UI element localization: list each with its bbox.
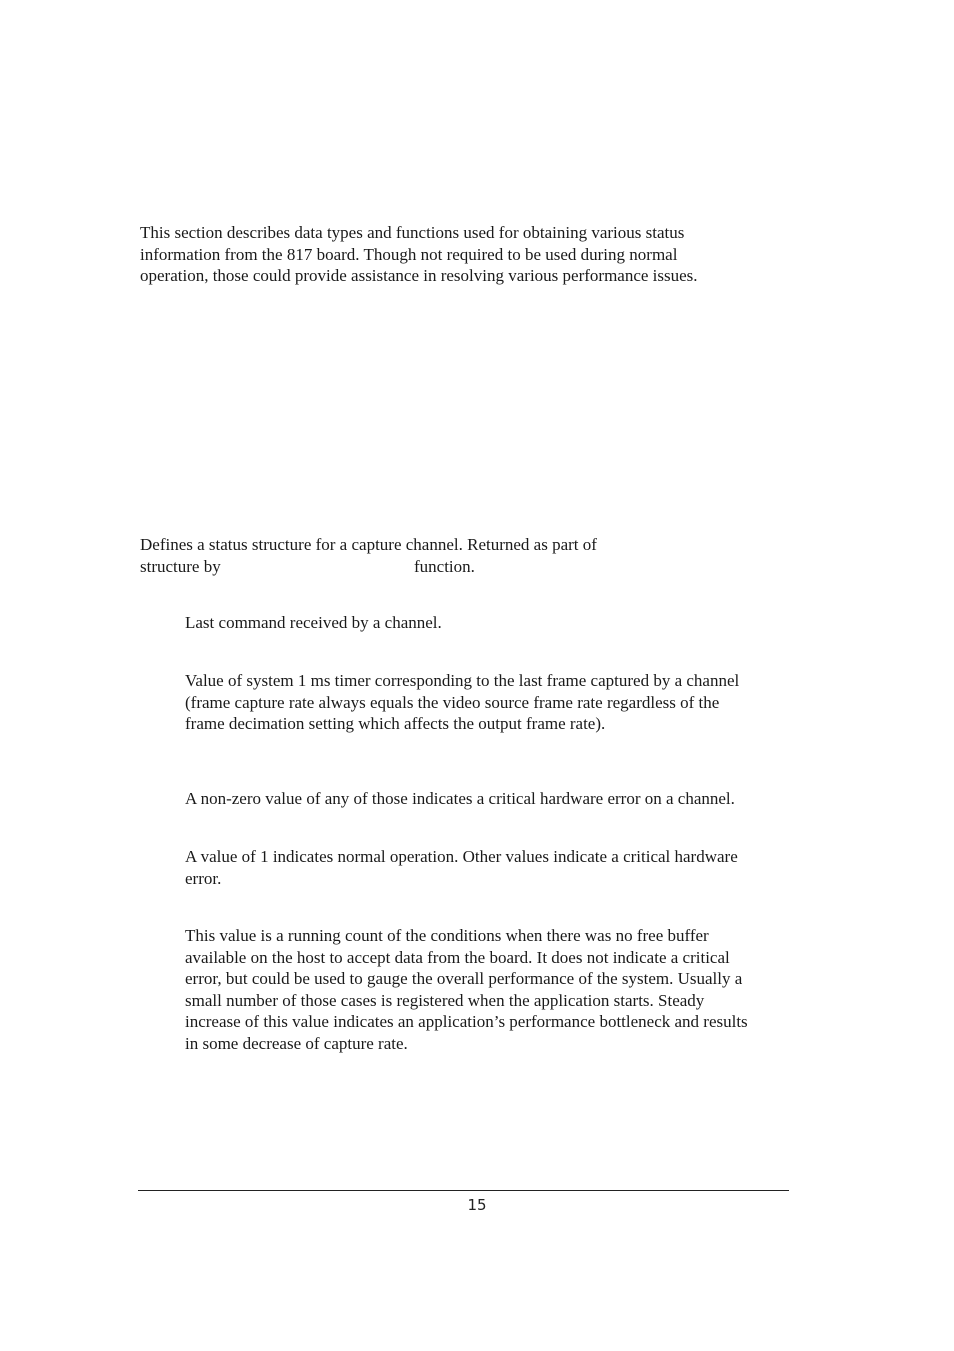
struct-description-end: function. <box>414 556 475 576</box>
field-line: This value is a running count of the conditions when there was no free buffer <box>185 926 709 945</box>
field-description-status-value <box>185 846 738 889</box>
field-description-error-flags <box>185 788 735 810</box>
field-line: (frame capture rate always equals the video source frame rate regardless of the <box>185 692 720 712</box>
field-line: available on the host to accept data from the board. It does not indicate a critical <box>185 947 730 967</box>
field-description-no-buffer-count <box>185 925 748 1054</box>
intro-line: information from the 817 board. Though not required to be used during normal <box>140 244 678 264</box>
struct-description-line <box>140 556 597 578</box>
field-line: A non-zero value of any of those indicates a critical hardware error on a channel. <box>185 789 735 808</box>
intro-paragraph <box>140 222 698 287</box>
field-line: Last command received by a channel. <box>185 613 442 632</box>
field-line: increase of this value indicates an application’s performance bottleneck and results <box>185 1012 748 1031</box>
field-line: in some decrease of capture rate. <box>185 1033 408 1053</box>
field-line: error. <box>185 868 222 888</box>
struct-description-start: structure by <box>140 556 221 576</box>
field-line: error, but could be used to gauge the overall performance of the system. Usually a <box>185 969 743 988</box>
struct-description-line: Defines a status structure for a capture channel. Returned as part of <box>140 535 597 554</box>
intro-line: This section describes data types and functions used for obtaining various status <box>140 223 685 242</box>
page-number: 15 <box>467 1196 487 1214</box>
struct-description <box>140 534 597 577</box>
field-line: frame decimation setting which affects the output frame rate). <box>185 714 606 733</box>
field-description-last-command <box>185 612 442 634</box>
field-line: A value of 1 indicates normal operation. Other values indicate a critical hardware <box>185 847 738 866</box>
field-line: Value of system 1 ms timer corresponding to the last frame captured by a channel <box>185 671 740 690</box>
footer-divider <box>138 1190 789 1191</box>
field-line: small number of those cases is registered when the application starts. Steady <box>185 990 705 1010</box>
intro-line: operation, those could provide assistance in resolving various performance issues. <box>140 266 698 285</box>
field-description-frame-timer <box>185 670 739 735</box>
